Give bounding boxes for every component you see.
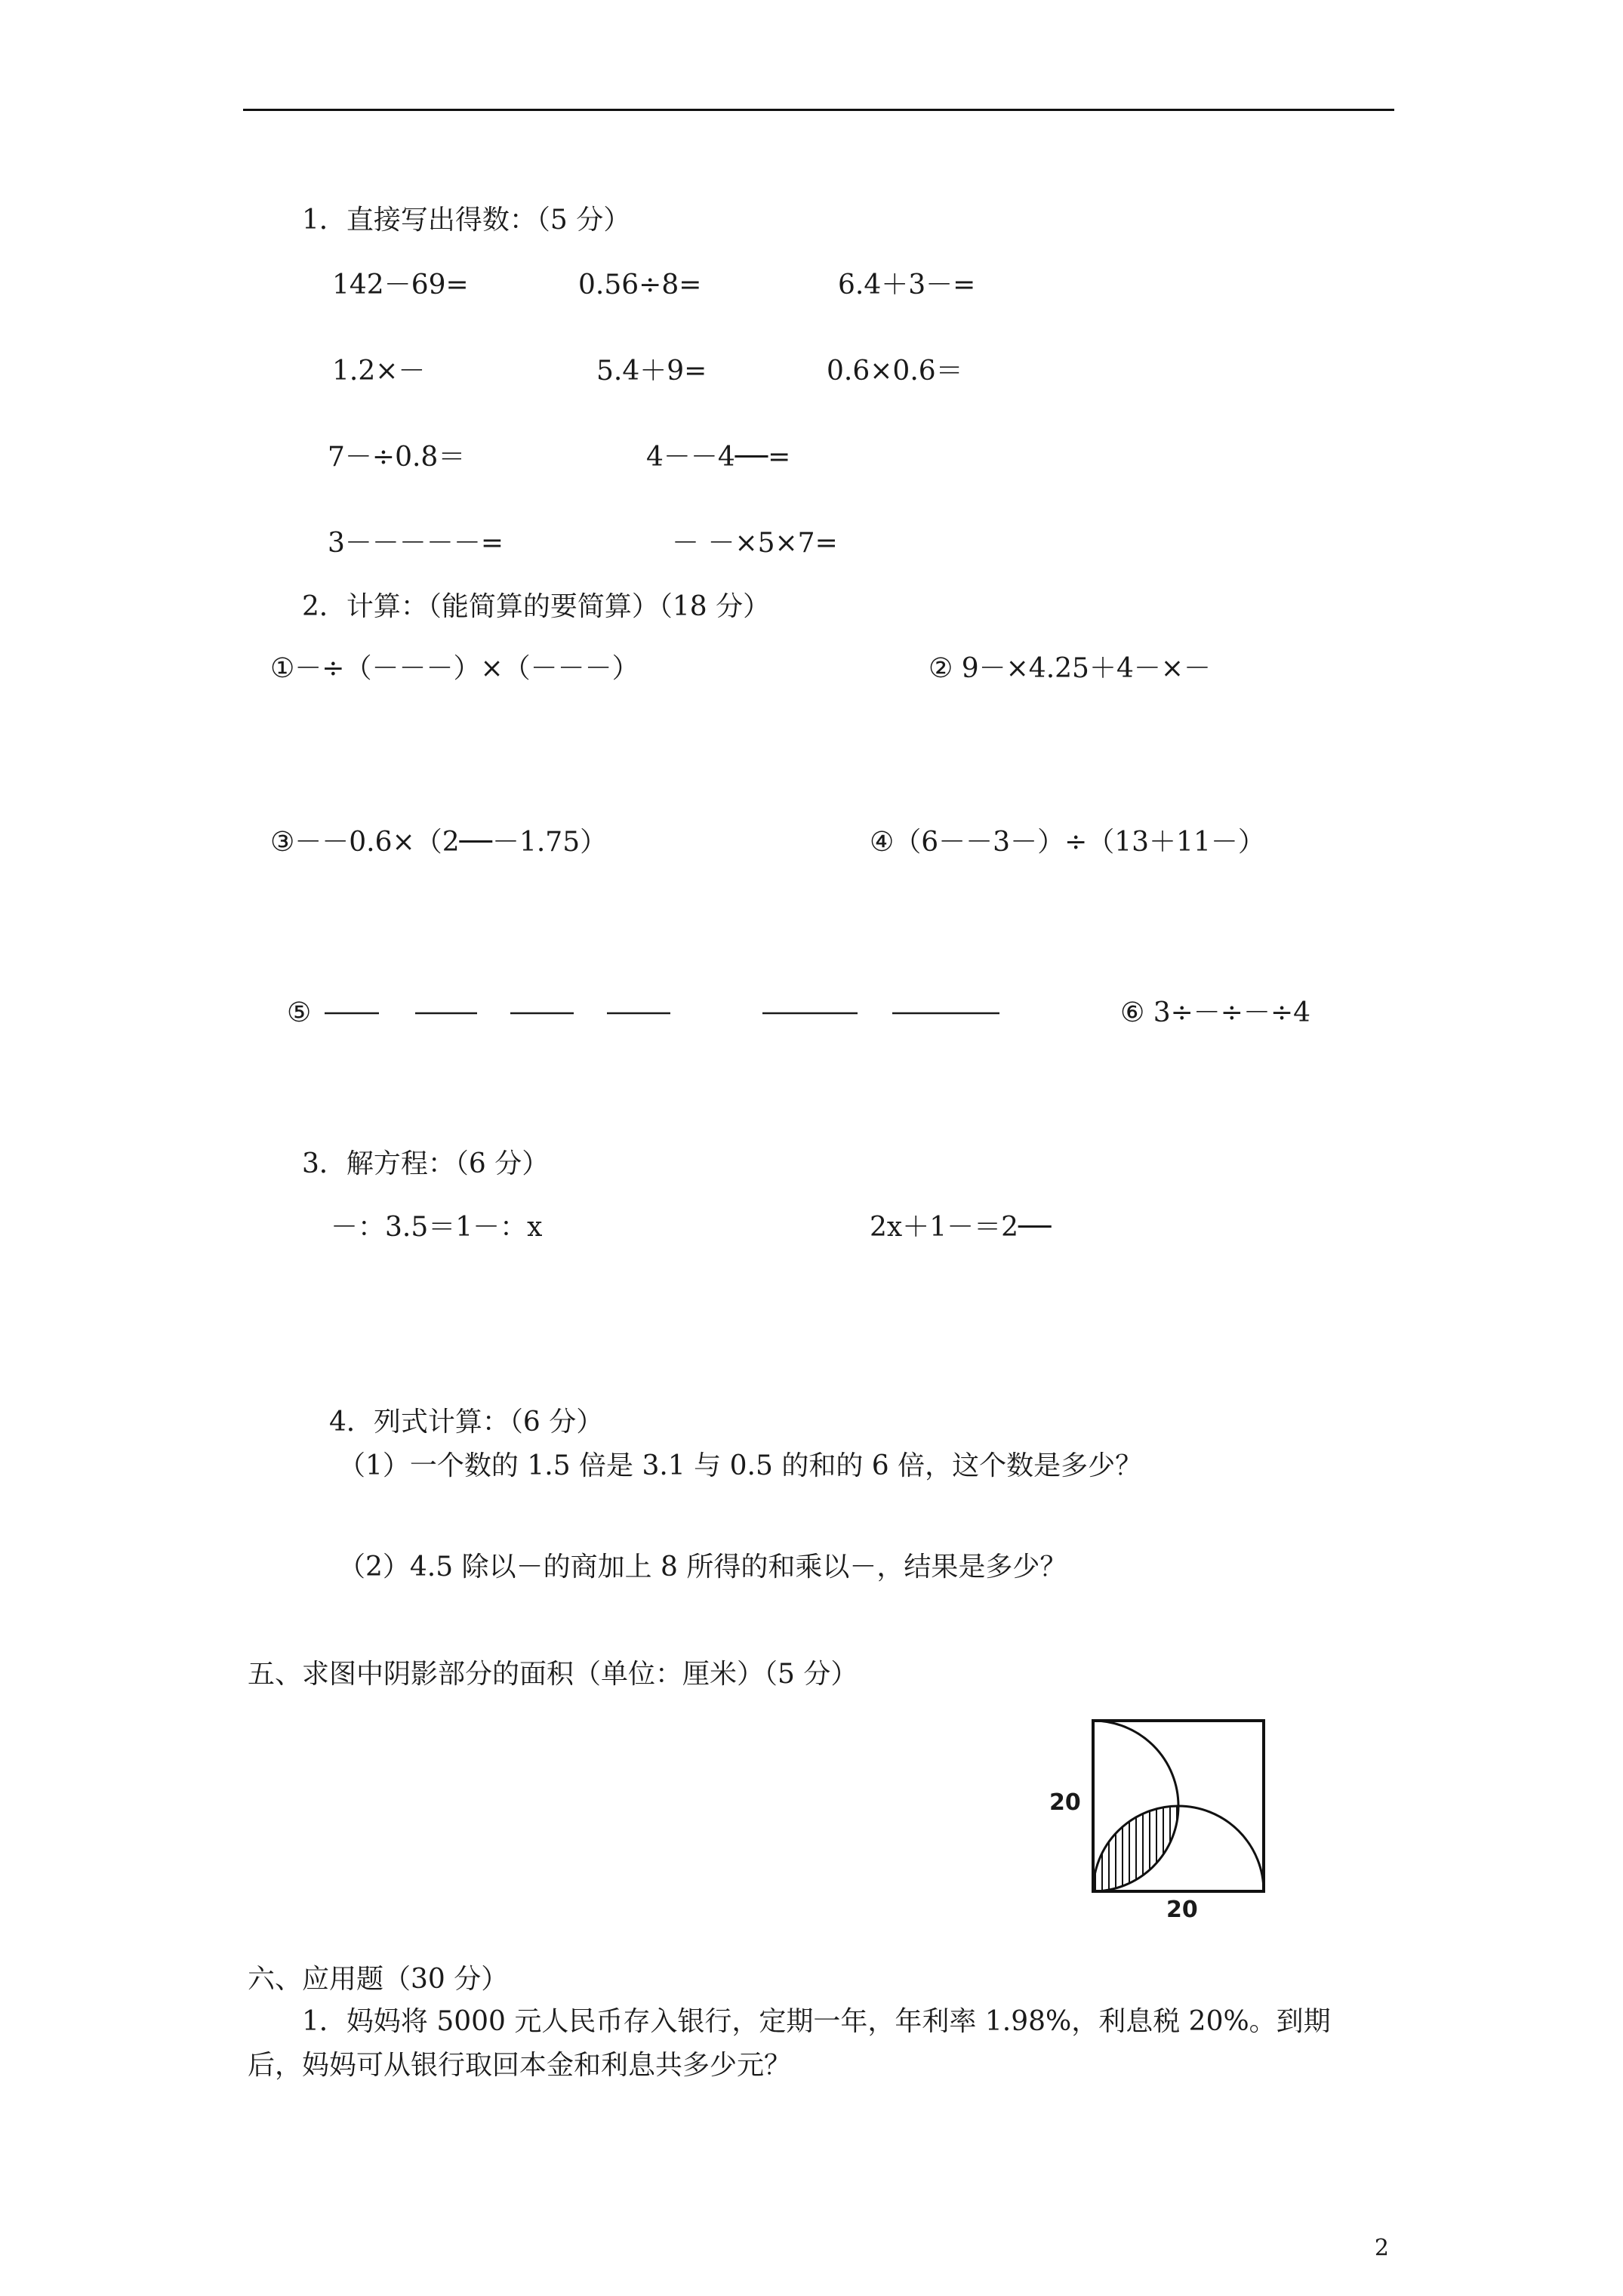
calc-problem-2: ② 9－×4.25＋4－×－ (929, 653, 1212, 684)
word-calc-1: （1）一个数的 1.5 倍是 3.1 与 0.5 的和的 6 倍，这个数是多少？ (338, 1450, 1143, 1481)
calc-problem-5-fraction-bars (317, 997, 1012, 1034)
shaded-area-figure (1049, 1699, 1291, 1925)
section2-heading: 2．计算：（能简算的要简算）（18 分） (302, 591, 771, 622)
equation-1: －：3.5＝1－：x (331, 1212, 543, 1243)
equation-2: 2x＋1－＝2── (870, 1212, 1052, 1243)
oral-calc-2: 0.56÷8= (578, 270, 702, 300)
page-number: 2 (1374, 2235, 1389, 2261)
calc-problem-1: ①－÷（－－－）×（－－－） (270, 653, 639, 684)
header-rule (243, 109, 1394, 111)
calc-problem-3: ③－－0.6×（2──－1.75） (270, 827, 608, 858)
oral-calc-4: 1.2×－ (332, 356, 426, 387)
oral-calc-9: 3－－－－－= (328, 528, 504, 559)
oral-calc-5: 5.4＋9= (596, 356, 707, 387)
section5-heading: 五、求图中阴影部分的面积（单位：厘米）（5 分） (248, 1659, 858, 1690)
square-semicircles-diagram (1072, 1699, 1291, 1925)
oral-calc-10: － －×5×7= (672, 528, 838, 559)
application-q1-line1: 1．妈妈将 5000 元人民币存入银行，定期一年，年利率 1.98%，利息税 20%。到期 (302, 2006, 1331, 2037)
oral-calc-3: 6.4＋3－= (838, 270, 976, 300)
calc-problem-5-label: ⑤ (287, 997, 312, 1028)
oral-calc-1: 142－69= (332, 270, 469, 300)
side-length-label: 20 (1049, 1789, 1081, 1816)
section4-heading: 4．列式计算：（6 分） (329, 1407, 604, 1438)
oral-calc-8: 4－－4──= (646, 442, 791, 473)
oral-calc-7: 7－÷0.8＝ (328, 442, 466, 473)
oral-calc-6: 0.6×0.6＝ (827, 356, 963, 387)
section3-heading: 3．解方程：（6 分） (302, 1148, 550, 1179)
application-q1-line2: 后，妈妈可从银行取回本金和利息共多少元？ (248, 2050, 792, 2081)
section6-heading: 六、应用题（30 分） (248, 1964, 509, 1995)
calc-problem-4: ④（6－－3－）÷（13＋11－） (870, 827, 1265, 858)
section1-heading: 1．直接写出得数：（5 分） (302, 205, 631, 236)
word-calc-2: （2）4.5 除以－的商加上 8 所得的和乘以－，结果是多少？ (338, 1552, 1067, 1583)
bottom-length-label: 20 (1166, 1897, 1198, 1923)
calc-problem-6: ⑥ 3÷－÷－÷4 (1120, 997, 1311, 1028)
